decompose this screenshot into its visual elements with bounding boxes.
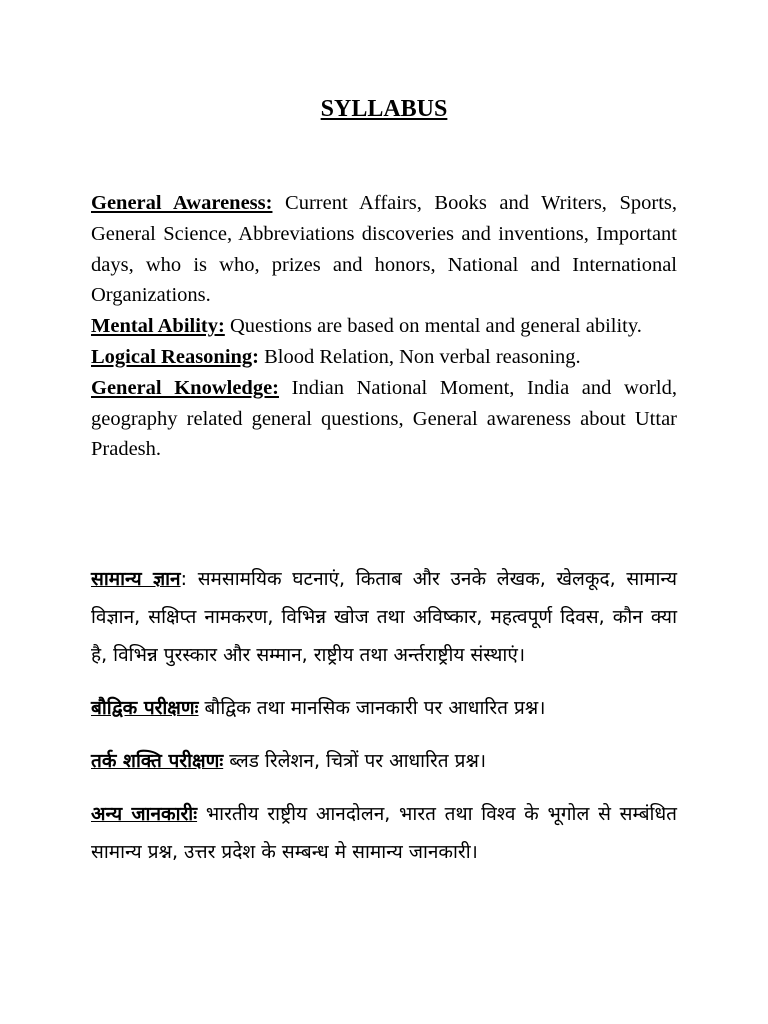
section-label: General Knowledge: [91, 376, 279, 399]
section-label: तर्क शक्ति परीक्षणः [91, 750, 224, 772]
section-text: भारतीय राष्ट्रीय आनदोलन, भारत तथा विश्व के भूगोल से सम्बंधित सामान्य प्रश्न, उत्तर प्रदेश के सम्बन्ध मे सामान्य जानकारी। [91, 803, 677, 863]
logical-reasoning-paragraph [91, 342, 677, 373]
hindi-syllabus [91, 560, 677, 886]
section-text: ब्लड रिलेशन, चित्रों पर आधारित प्रश्न। [223, 750, 487, 772]
section-label: बौद्विक परीक्षणः [91, 697, 199, 719]
general-awareness-paragraph [91, 188, 677, 311]
mental-ability-paragraph [91, 311, 677, 342]
section-text: बौद्विक तथा मानसिक जानकारी पर आधारित प्रश्न। [198, 697, 546, 719]
section-text: समसामयिक घटनाएं, किताब और उनके लेखक, खेलकूद, सामान्य विज्ञान, सक्षिप्त नामकरण, विभिन्न खोज तथा अविष्कार, महत्वपूर्ण दिवस, कौन क्या है, विभिन्न पुरस्कार और सम्मान, राष्ट्रीय तथा अर्न्तराष्ट्रीय संस्थाएं। [91, 568, 677, 666]
tark-shakti-paragraph [91, 742, 677, 780]
section-label-colon: : [180, 568, 187, 590]
section-text: Indian National Moment, India and world, geography related general questions, General awareness about Uttar Pradesh. [91, 376, 677, 461]
section-label-colon: : [252, 345, 259, 368]
section-label: Logical Reasoning [91, 345, 253, 368]
general-knowledge-paragraph [91, 373, 677, 465]
section-text: Current Affairs, Books and Writers, Sports, General Science, Abbreviations discoveries and inventions, Important days, who is who, prizes and honors, National and International Organizations. [91, 192, 678, 307]
english-syllabus [91, 188, 677, 465]
section-label: अन्य जानकारीः [91, 803, 198, 825]
page-title: SYLLABUS [320, 96, 448, 122]
section-label: General Awareness: [91, 192, 273, 214]
samanya-gyan-paragraph [91, 560, 677, 674]
section-text: Blood Relation, Non verbal reasoning. [259, 345, 581, 368]
baudhik-parikshan-paragraph [91, 689, 677, 727]
section-text: Questions are based on mental and general ability. [224, 315, 642, 338]
anya-jankari-paragraph [91, 795, 677, 871]
section-label: सामान्य ज्ञान [91, 568, 181, 590]
section-label: Mental Ability: [91, 315, 225, 338]
